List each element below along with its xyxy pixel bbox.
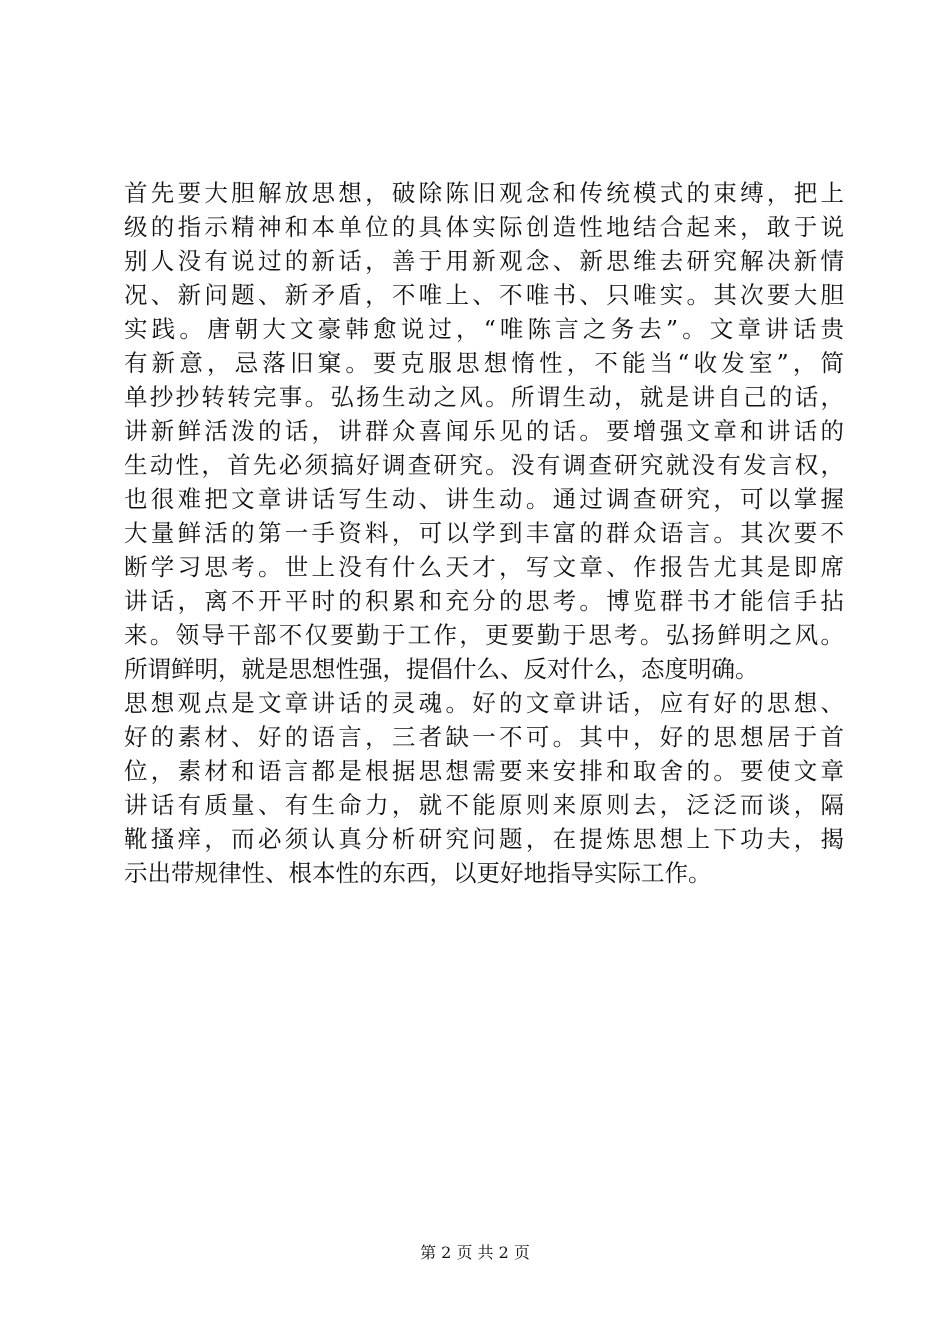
text-line: 级的指示精神和本单位的具体实际创造性地结合起来，敢于说: [124, 213, 844, 241]
text-line: 位，素材和语言都是根据思想需要来安排和取舍的。要使文章: [124, 757, 844, 785]
text-line: 讲新鲜活泼的话，讲群众喜闻乐见的话。要增强文章和讲话的: [124, 417, 844, 445]
text-line: 大量鲜活的第一手资料，可以学到丰富的群众语言。其次要不: [124, 519, 844, 547]
text-line: 单抄抄转转完事。弘扬生动之风。所谓生动，就是讲自己的话，: [124, 383, 844, 411]
text-line: 有新意，忌落旧窠。要克服思想惰性，不能当“收发室”，简: [124, 349, 844, 377]
text-line: 实践。唐朝大文豪韩愈说过，“唯陈言之务去”。文章讲话贵: [124, 315, 844, 343]
body-paragraph: [124, 176, 844, 890]
text-line: 况、新问题、新矛盾，不唯上、不唯书、只唯实。其次要大胆: [124, 281, 844, 309]
text-line: 别人没有说过的新话，善于用新观念、新思维去研究解决新情: [124, 247, 844, 275]
text-line: 也很难把文章讲话写生动、讲生动。通过调查研究，可以掌握: [124, 485, 844, 513]
text-line: 示出带规律性、根本性的东西，以更好地指导实际工作。: [124, 859, 712, 887]
text-line: 首先要大胆解放思想，破除陈旧观念和传统模式的束缚，把上: [124, 179, 844, 207]
text-line: 生动性，首先必须搞好调查研究。没有调查研究就没有发言权，: [124, 451, 844, 479]
text-line: 靴搔痒，而必须认真分析研究问题，在提炼思想上下功夫，揭: [124, 825, 844, 853]
text-line: 讲话，离不开平时的积累和充分的思考。博览群书才能信手拈: [124, 587, 844, 615]
text-line: 好的素材、好的语言，三者缺一不可。其中，好的思想居于首: [124, 723, 844, 751]
text-line: 所谓鲜明，就是思想性强，提倡什么、反对什么，态度明确。: [124, 655, 759, 683]
page-number-footer: 第 2 页 共 2 页: [420, 1243, 530, 1262]
text-line: 讲话有质量、有生命力，就不能原则来原则去，泛泛而谈，隔: [124, 791, 844, 819]
text-line: 断学习思考。世上没有什么天才，写文章、作报告尤其是即席: [124, 553, 844, 581]
text-line: 思想观点是文章讲话的灵魂。好的文章讲话，应有好的思想、: [124, 689, 844, 717]
text-line: 来。领导干部不仅要勤于工作，更要勤于思考。弘扬鲜明之风。: [124, 621, 844, 649]
